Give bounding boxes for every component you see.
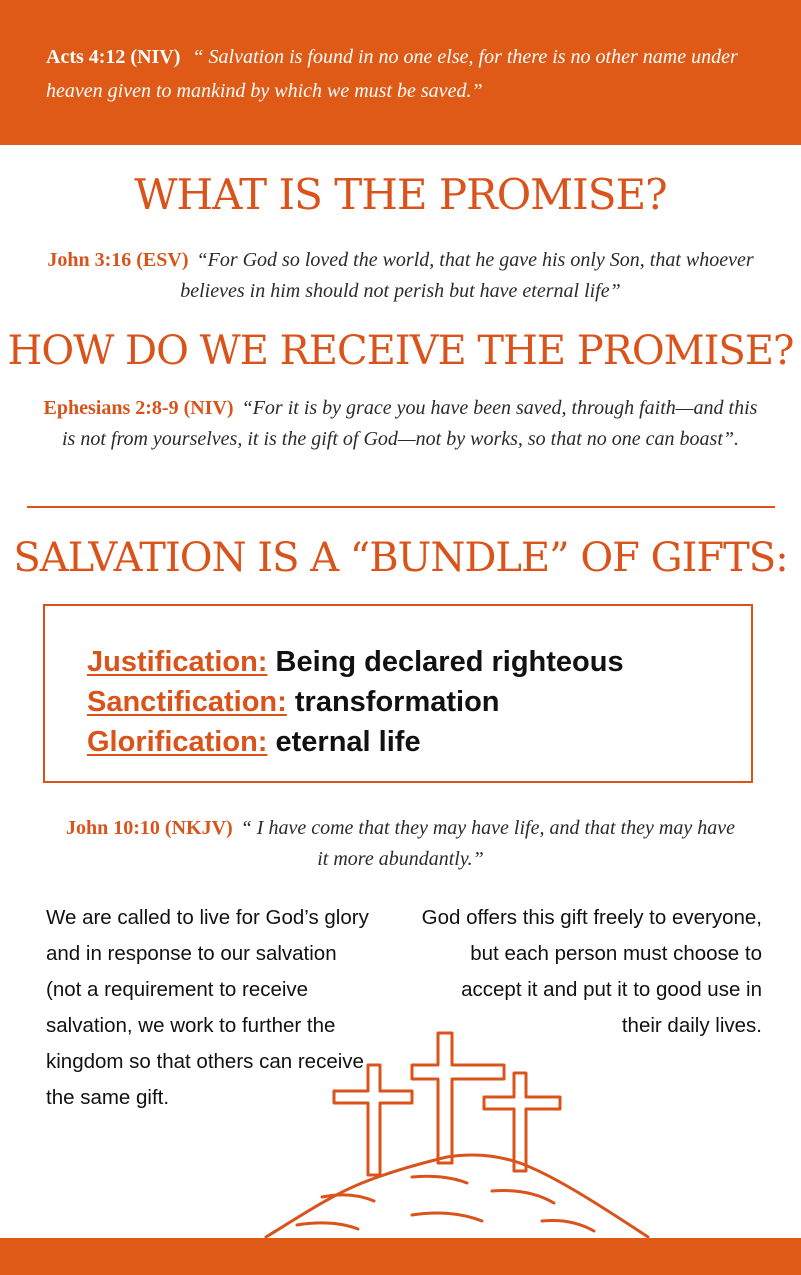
receive-verse-reference: Ephesians 2:8-9 (NIV) bbox=[43, 397, 234, 419]
life-verse-quote: “ I have come that they may have life, and that they may have it more abundantly.” bbox=[240, 817, 735, 870]
receive-verse-quote: “For it is by grace you have been saved, through faith—and this is not from yourselves, it is the gift of God—not by works, so that no one can boast”. bbox=[61, 397, 758, 450]
gifts-list bbox=[87, 642, 624, 762]
bundle-heading: SALVATION IS A “BUNDLE” OF GIFTS: bbox=[13, 535, 788, 581]
promise-verse-reference: John 3:16 (ESV) bbox=[47, 249, 189, 271]
gift-item bbox=[87, 722, 624, 762]
promise-heading: WHAT IS THE PROMISE? bbox=[134, 170, 667, 219]
gift-item bbox=[87, 682, 624, 722]
header-quote-text: “ Salvation is found in no one else, for there is no other name under heaven given to mankind by which we must be saved.” bbox=[46, 46, 738, 102]
promise-verse bbox=[40, 245, 761, 307]
gift-meaning: Being declared righteous bbox=[275, 646, 624, 678]
life-verse-reference: John 10:10 (NKJV) bbox=[66, 817, 233, 839]
gift-term: Justification: bbox=[87, 646, 268, 678]
receive-verse bbox=[40, 393, 761, 455]
left-paragraph: We are called to live for God’s glory and in response to our salvation (not a requirement to receive salvation, we work to further the kingdom so that others can receive the same gift. bbox=[46, 906, 369, 1109]
gifts-box bbox=[43, 604, 753, 783]
header-quote bbox=[46, 40, 766, 108]
gift-meaning: eternal life bbox=[275, 726, 421, 758]
gift-term: Sanctification: bbox=[87, 686, 287, 718]
gift-meaning: transformation bbox=[294, 686, 500, 718]
header-reference: Acts 4:12 (NIV) bbox=[46, 46, 181, 68]
receive-heading: HOW DO WE RECEIVE THE PROMISE? bbox=[7, 328, 794, 374]
gift-term: Glorification: bbox=[87, 726, 268, 758]
right-paragraph: God offers this gift freely to everyone, but each person must choose to accept it and put it to good use in their daily lives. bbox=[421, 906, 762, 1037]
header-band bbox=[0, 0, 801, 145]
section-divider bbox=[27, 506, 775, 508]
promise-verse-quote: “For God so loved the world, that he gave his only Son, that whoever believes in him should not perish but have eternal life” bbox=[180, 249, 754, 302]
three-crosses-on-hill-icon bbox=[262, 1025, 652, 1240]
gift-item bbox=[87, 642, 624, 682]
footer-band bbox=[0, 1238, 801, 1275]
life-verse bbox=[60, 813, 741, 875]
